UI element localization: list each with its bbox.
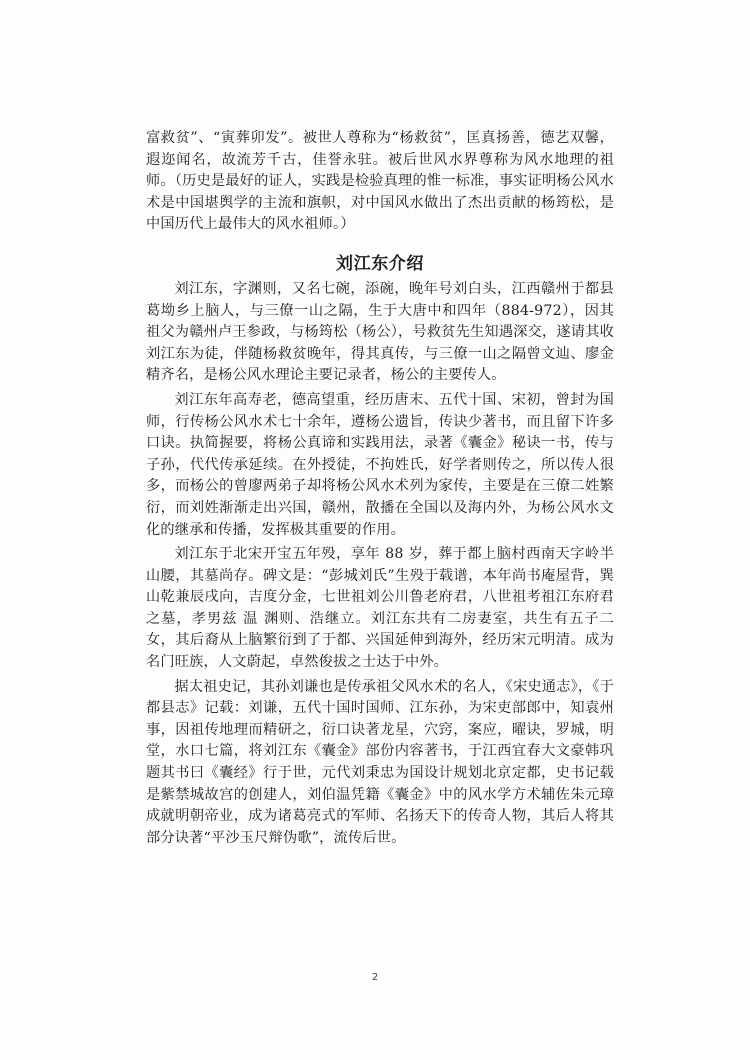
intro-paragraph: 富救贫”、“寅葬卯发”。被世人尊称为“杨救贫”，匡真扬善，德艺双馨，遐迩闻名，故流芳千古，佳誉永驻。被后世风水界尊称为风水地理的祖师。（历史是最好的证人，实践是检验真理的惟一标准，事实证明杨公风水术是中国堪舆学的主流和旗帜，对中国风水做出了杰出贡献的杨筠松，是中国历代上最伟大的风水祖师。） (146, 130, 614, 233)
section-paragraph-2: 刘江东年高寿老，德高望重，经历唐末、五代十国、宋初，曾封为国师，行传杨公风水术七十余年，遵杨公遗旨，传诀少著书，而且留下许多口诀。执简握要，将杨公真谛和实践用法，录著《囊金》秘诀一书，传与子孙，代代传承延续。在外授徒，不拘姓氏，好学者则传之，所以传人很多，而杨公的曾廖两弟子却将杨公风水术列为家传，主要是在三僚二姓繁衍，而刘姓渐渐走出兴国，赣州，散播在全国以及海内外，为杨公风水文化的继承和传播，发挥极其重要的作用。 (146, 391, 614, 538)
section-paragraph-3: 刘江东于北宋开宝五年殁，享年 88 岁，葬于都上脑村西南天字岭半山腰，其墓尚存。碑文是：“彭城刘氏”生殁于载谱，本年尚书庵屋背，巽山乾兼辰戌向，吉度分金，七世祖刘公川鲁老府君，八世祖考祖江东府君之墓，孝男兹 温 渊则、浩继立。刘江东共有二房妻室，共生有五子二女，其后裔从上脑繁衍到了于都、兴国延伸到海外，经历宋元明清。成为名门旺族，人文蔚起，卓然俊拔之士达于中外。 (146, 546, 614, 671)
section-paragraph-4: 据太祖史记，其孙刘谦也是传承祖父风水术的名人，《宋史通志》，《于都县志》记载：刘谦，五代十国时国师、江东孙，为宋吏部郎中，知袁州事，因祖传地理而精研之，衍口诀著龙星，穴窍，案应，曜诀，罗城，明堂，水口七篇，将刘江东《囊金》部份内容著书，于江西宜春大文豪韩巩题其书曰《囊经》行于世，元代刘秉忠为国设计规划北京定都，史书记载是紫禁城故宫的创建人，刘伯温凭籍《囊金》中的风水学方术辅佐朱元璋成就明朝帝业，成为诸葛亮式的军师、名扬天下的传奇人物，其后人将其部分诀著“平沙玉尺辩伪歌”，流传后世。 (146, 678, 614, 846)
document-body (146, 128, 614, 849)
section-title: 刘江东介绍 (336, 253, 424, 274)
page-number: 2 (371, 972, 379, 983)
section-paragraph-1: 刘江东，字渊则，又名七碗，添碗，晚年号刘白头，江西赣州于都县葛坳乡上脑人，与三僚一山之隔，生于大唐中和四年（884-972），因其祖父为赣州卢王参政，与杨筠松（杨公），号救贫先生知遇深交，遂请其收刘江东为徒，伴随杨救贫晚年，得其真传，与三僚一山之隔曾文辿、廖金精齐名，是杨公风水理论主要记录者，杨公的主要传人。 (146, 280, 614, 384)
